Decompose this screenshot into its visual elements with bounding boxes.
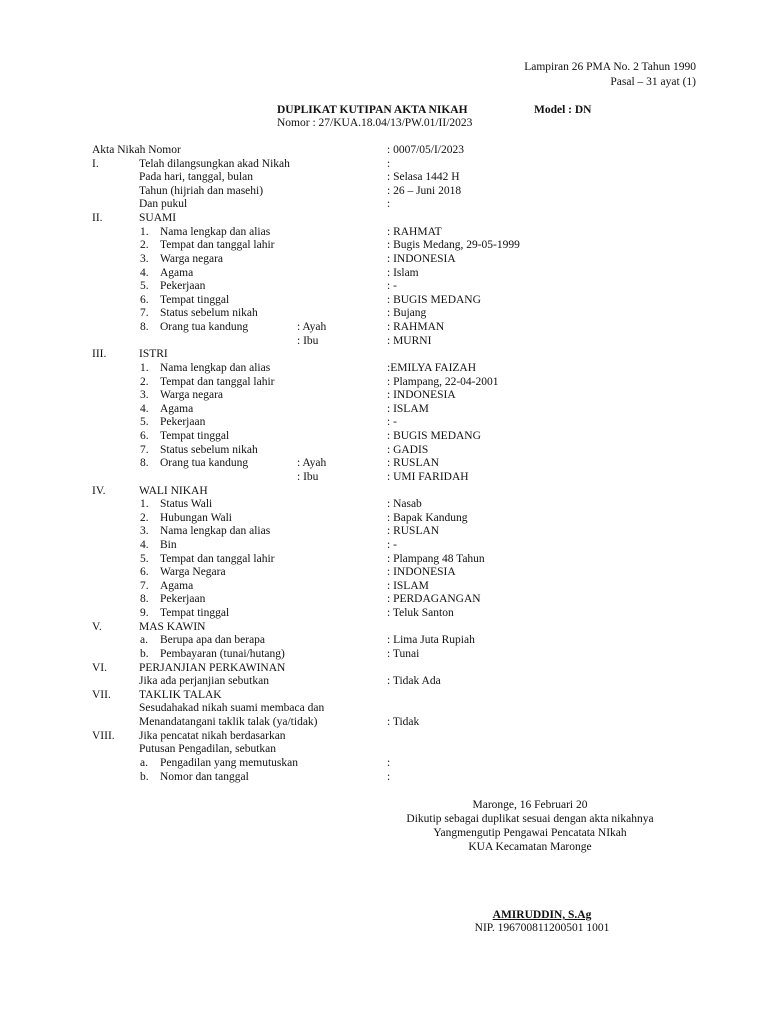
row-roman: I. [92,158,99,170]
row-value: : Bujang [387,307,427,319]
row-value: : Bugis Medang, 29-05-1999 [387,239,520,251]
row-value: : MURNI [387,335,432,347]
row-label: Dan pukul [139,198,188,210]
row-roman: VII. [92,689,111,701]
row-number: 7. [140,307,149,319]
row-number: b. [140,648,149,660]
row-number: 5. [140,416,149,428]
row-label: Pekerjaan [160,416,206,428]
signer-nip: NIP. 196700811200501 1001 [474,922,610,934]
row-value: : [387,771,391,783]
row-value: : Plampang 48 Tahun [387,553,485,565]
row-number: 7. [140,444,149,456]
row-label: PERJANJIAN PERKAWINAN [139,662,286,674]
row-label: Tempat tinggal [160,430,230,442]
row-label: Orang tua kandung [160,457,249,469]
row-label: Tahun (hijriah dan masehi) [139,185,264,197]
row-number: 2. [140,239,149,251]
row-value: : - [387,539,397,551]
row-label: Orang tua kandung [160,321,249,333]
row-value: : Teluk Santon [387,607,454,619]
row-label: Agama [160,580,194,592]
row-label: Jika pencatat nikah berdasarkan [139,730,286,742]
row-label: Pada hari, tanggal, bulan [139,171,254,183]
row-number: 8. [140,457,149,469]
row-label: Pengadilan yang memutuskan [160,757,298,769]
footer-line-3: KUA Kecamatan Maronge [468,841,592,853]
row-label: Agama [160,403,194,415]
row-value: : Tidak [387,716,420,728]
row-value: : INDONESIA [387,389,456,401]
row-label: SUAMI [139,212,177,224]
model-label: Model : DN [534,104,592,116]
row-roman: VIII. [92,730,115,742]
row-value: : 0007/05/I/2023 [387,144,464,156]
place-date: Maronge, 16 Februari 20 [472,799,588,811]
row-label: Status Wali [160,498,213,510]
row-number: 2. [140,512,149,524]
row-label: Nama lengkap dan alias [160,362,271,374]
row-value: : RUSLAN [387,457,440,469]
row-value: : INDONESIA [387,253,456,265]
row-value: : Bapak Kandung [387,512,468,524]
row-value: : BUGIS MEDANG [387,294,481,306]
row-label: Pekerjaan [160,593,206,605]
row-label: Pembayaran (tunai/hutang) [160,648,285,660]
footer-line-2: Yangmengutip Pengawai Pencatata NIkah [433,827,627,839]
row-value: : RUSLAN [387,525,440,537]
row-value: :EMILYA FAIZAH [387,362,477,374]
row-roman: IV. [92,485,106,497]
row-value: : Nasab [387,498,422,510]
row-value: : Plampang, 22-04-2001 [387,376,499,388]
row-number: 5. [140,553,149,565]
row-label: Warga Negara [160,566,226,578]
row-number: 1. [140,226,149,238]
row-number: 4. [140,539,149,551]
row-value: : [387,757,391,769]
row-number: 8. [140,593,149,605]
row-label: Nama lengkap dan alias [160,525,271,537]
row-number: 8. [140,321,149,333]
row-label: Menandatangani taklik talak (ya/tidak) [139,716,318,728]
row-roman: VI. [92,662,108,674]
row-label: ISTRI [139,348,168,360]
signer-name: AMIRUDDIN, S.Ag [492,909,592,921]
row-number: 6. [140,566,149,578]
row-label: Warga negara [160,253,224,265]
row-value: : RAHMAT [387,226,442,238]
row-number: 5. [140,280,149,292]
row-number: 3. [140,253,149,265]
row-value: : [387,198,391,210]
row-label: Jika ada perjanjian sebutkan [139,675,269,687]
row-value: : GADIS [387,444,429,456]
row-roman: II. [92,212,103,224]
row-label: Status sebelum nikah [160,444,258,456]
row-label: Hubungan Wali [160,512,233,524]
row-label: Berupa apa dan berapa [160,634,266,646]
lampiran-text: Lampiran 26 PMA No. 2 Tahun 1990 [524,61,696,73]
row-number: 1. [140,498,149,510]
row-value: : ISLAM [387,580,429,592]
row-label: Sesudahakad nikah suami membaca dan [139,702,325,714]
row-label: Nomor dan tanggal [160,771,249,783]
row-number: b. [140,771,149,783]
row-label: Akta Nikah Nomor [92,144,181,156]
row-label: MAS KAWIN [139,621,206,633]
row-number: a. [140,757,148,769]
row-value: : ISLAM [387,403,429,415]
pasal-text: Pasal – 31 ayat (1) [610,76,696,88]
row-number: 7. [140,580,149,592]
row-sublabel: : Ayah [297,321,327,333]
row-value: : BUGIS MEDANG [387,430,481,442]
document-title: DUPLIKAT KUTIPAN AKTA NIKAH [277,104,468,116]
row-label: Tempat dan tanggal lahir [160,553,275,565]
row-value: : RAHMAN [387,321,445,333]
row-label: WALI NIKAH [139,485,208,497]
row-label: Tempat tinggal [160,294,230,306]
row-value: : UMI FARIDAH [387,471,469,483]
row-label: Putusan Pengadilan, sebutkan [139,743,277,755]
footer-line-1: Dikutip sebagai duplikat sesuai dengan akta nikahnya [406,813,654,825]
row-label: Tempat tinggal [160,607,230,619]
row-value: : INDONESIA [387,566,456,578]
row-sublabel: : Ibu [297,335,319,347]
row-value: : Tidak Ada [387,675,441,687]
row-label: Nama lengkap dan alias [160,226,271,238]
row-number: 3. [140,389,149,401]
row-number: 6. [140,430,149,442]
row-label: Status sebelum nikah [160,307,258,319]
row-label: Tempat dan tanggal lahir [160,239,275,251]
row-number: 6. [140,294,149,306]
row-value: : - [387,280,397,292]
row-value: : - [387,416,397,428]
row-label: Telah dilangsungkan akad Nikah [139,158,290,170]
row-number: 9. [140,607,149,619]
row-value: : Tunai [387,648,420,660]
row-label: TAKLIK TALAK [139,689,222,701]
row-label: Bin [160,539,177,551]
row-value: : Lima Juta Rupiah [387,634,475,646]
row-label: Pekerjaan [160,280,206,292]
row-sublabel: : Ibu [297,471,319,483]
row-roman: V. [92,621,102,633]
row-roman: III. [92,348,107,360]
row-number: 2. [140,376,149,388]
row-number: 4. [140,403,149,415]
row-number: 1. [140,362,149,374]
row-number: 4. [140,267,149,279]
row-label: Warga negara [160,389,224,401]
row-value: : Islam [387,267,419,279]
row-label: Agama [160,267,194,279]
row-value: : PERDAGANGAN [387,593,481,605]
row-number: a. [140,634,148,646]
row-sublabel: : Ayah [297,457,327,469]
row-value: : Selasa 1442 H [387,171,460,183]
row-value: : [387,158,391,170]
document-number: Nomor : 27/KUA.18.04/13/PW.01/II/2023 [277,117,473,129]
row-number: 3. [140,525,149,537]
row-label: Tempat dan tanggal lahir [160,376,275,388]
row-value: : 26 – Juni 2018 [387,185,462,197]
